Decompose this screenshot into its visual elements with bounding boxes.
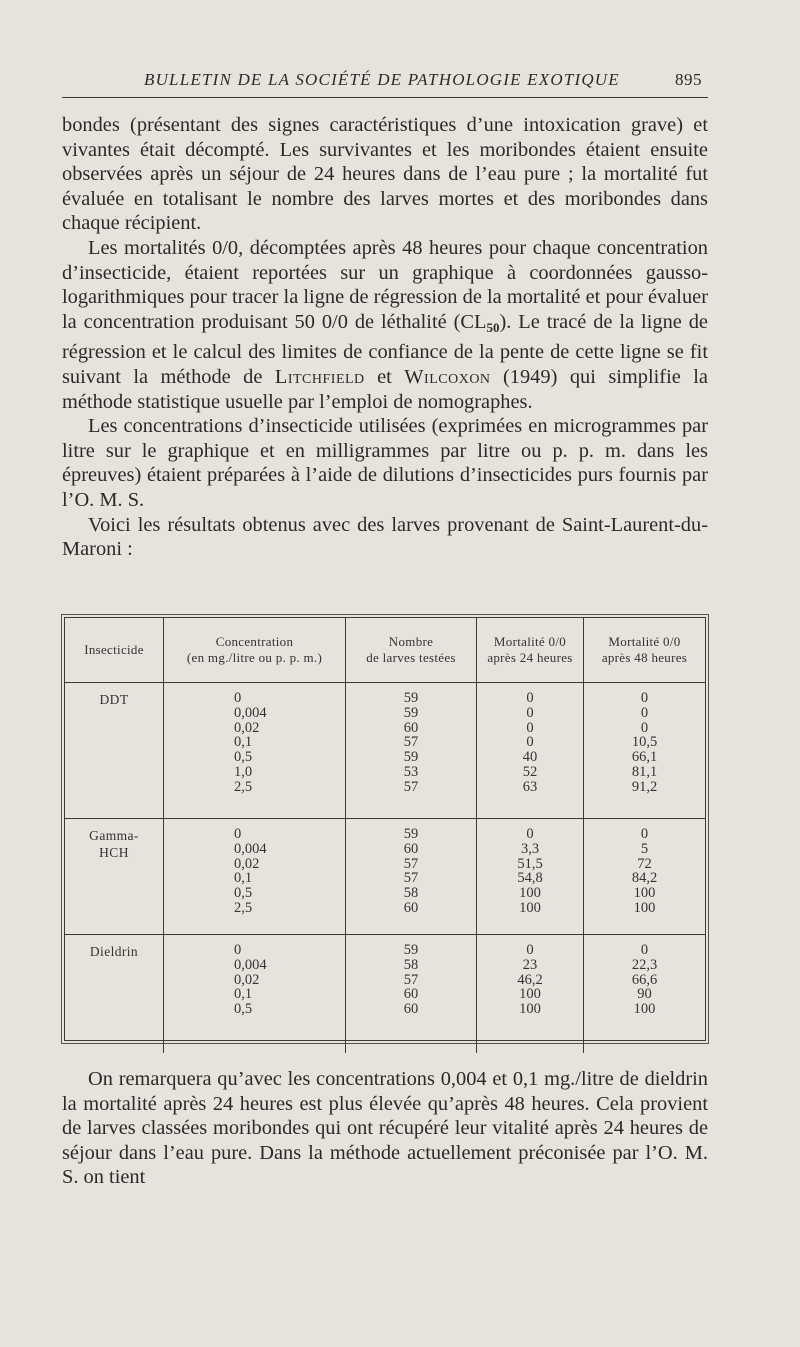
paragraph-2-part-b: ). Le tracé de la ligne de régression et le calcul des limites de confiance de la pente de cette ligne se fit suivant la méthode de <box>62 310 708 388</box>
concentration-cell-value: 0,02 <box>234 855 260 872</box>
mortality-24h-cell <box>477 935 584 1053</box>
mortality-48h-cell-value: 0 <box>640 942 649 958</box>
paragraph-2-and: et <box>364 365 405 388</box>
insecticide-cell <box>65 819 164 935</box>
paragraph-4: Voici les résultats obtenus avec des larves provenant de Saint-Laurent-du-Maroni : <box>62 513 708 561</box>
mortality-24h-cell-value: 46,2 <box>517 971 543 988</box>
larvae-count-cell-value: 58 <box>403 956 419 973</box>
mortality-table <box>65 618 705 1053</box>
journal-title: BULLETIN DE LA SOCIÉTÉ DE PATHOLOGIE EXOTIQUE <box>144 70 620 89</box>
body-text-before <box>62 113 708 562</box>
larvae-count-cell-value: 60 <box>403 840 419 857</box>
concentration-cell-value: 0,1 <box>234 986 253 1003</box>
mortality-48h-cell-value: 0 <box>640 826 649 842</box>
mortality-48h-cell-value: 5 <box>640 840 649 857</box>
header-mortality-48h: Mortalité 0/0 après 48 heures <box>584 618 706 683</box>
concentration-cell-value: 0 <box>234 690 242 706</box>
mortality-24h-cell-value: 0 <box>526 690 534 706</box>
header-concentration: Concentration (en mg./litre ou p. p. m.) <box>164 618 346 683</box>
mortality-48h-cell <box>584 935 706 1053</box>
concentration-cell-value: 0,5 <box>234 749 253 766</box>
header-insecticide: Insecticide <box>65 618 164 683</box>
larvae-count-cell-value: 59 <box>403 942 419 958</box>
larvae-count-cell-value: 57 <box>403 778 419 795</box>
insecticide-name: HCH <box>99 845 129 860</box>
insecticide-name: Dieldrin <box>89 944 139 959</box>
mortality-48h-cell-value: 0 <box>640 690 649 706</box>
table-row <box>65 819 705 935</box>
mortality-24h-cell <box>477 683 584 819</box>
concentration-cell-value: 2,5 <box>234 899 253 916</box>
larvae-count-cell-value: 60 <box>403 1001 419 1018</box>
concentration-cell <box>164 819 346 935</box>
header-mortality-24h: Mortalité 0/0 après 24 heures <box>477 618 584 683</box>
concentration-cell-value: 0,004 <box>234 704 267 721</box>
insecticide-name: DDT <box>99 692 129 707</box>
mortality-24h-cell-value: 63 <box>522 778 538 795</box>
mortality-24h-cell-value: 51,5 <box>517 855 543 872</box>
mortality-48h-cell-value: 100 <box>633 885 656 902</box>
table-body <box>65 683 705 1053</box>
insecticide-cell <box>65 935 164 1053</box>
mortality-24h-cell-value: 100 <box>519 885 541 902</box>
body-text-after <box>62 1067 708 1190</box>
paragraph-2-part-c: (1949) qui simplifie la méthode statistique usuelle par l’emploi de nomographes. <box>62 365 708 413</box>
mortality-24h-cell-value: 52 <box>522 763 538 780</box>
larvae-count-cell-value: 60 <box>403 899 419 916</box>
mortality-48h-cell-value: 66,6 <box>631 971 658 988</box>
larvae-count-cell-value: 57 <box>403 870 419 887</box>
insecticide-name: Gamma- <box>89 828 139 843</box>
cl-subscript: 50 <box>486 319 500 335</box>
mortality-24h-cell-value: 23 <box>522 956 538 973</box>
mortality-24h-cell-value: 54,8 <box>517 870 543 887</box>
larvae-count-cell-value: 58 <box>403 885 419 902</box>
author-litchfield: Litchfield <box>274 365 365 388</box>
concentration-cell-value: 0,1 <box>234 734 253 751</box>
concentration-cell <box>164 935 346 1053</box>
mortality-48h-cell-value: 10,5 <box>631 734 658 751</box>
larvae-count-cell-value: 59 <box>403 749 419 766</box>
mortality-24h-cell-value: 100 <box>519 986 541 1003</box>
paragraph-2 <box>62 236 708 414</box>
concentration-cell-value: 0,5 <box>234 885 253 902</box>
paragraph-2-part-a: Les mortalités 0/0, décomptées après 48 heures pour chaque concentration d’insecticide, étaient reportées sur un graphique à coordonnées gausso-logarithmiques pour tracer la ligne de régression de la mortalité et pour évaluer la concentration produisant 50 0/0 de léthalité (CL <box>62 236 708 333</box>
mortality-24h-cell-value: 3,3 <box>520 840 540 857</box>
mortality-24h-cell-value: 0 <box>526 719 534 736</box>
concentration-cell-value: 0,5 <box>234 1001 253 1018</box>
larvae-count-cell-value: 59 <box>403 704 419 721</box>
concentration-cell <box>164 683 346 819</box>
mortality-48h-cell <box>584 819 706 935</box>
mortality-48h-cell-value: 0 <box>640 719 649 736</box>
larvae-count-cell-value: 57 <box>403 734 419 751</box>
running-header <box>62 70 708 94</box>
header-number: Nombre de larves testées <box>346 618 477 683</box>
mortality-24h-cell-value: 40 <box>522 749 538 766</box>
larvae-count-cell-value: 57 <box>403 855 419 872</box>
mortality-48h-cell-value: 72 <box>637 855 652 872</box>
mortality-24h-cell-value: 100 <box>519 1001 541 1018</box>
mortality-48h-cell-value: 81,1 <box>631 763 658 780</box>
larvae-count-cell <box>346 819 477 935</box>
concentration-cell-value: 2,5 <box>234 778 253 795</box>
concentration-cell-value: 0,004 <box>234 840 267 857</box>
larvae-count-cell-value: 59 <box>403 826 419 842</box>
mortality-24h-cell-value: 0 <box>526 942 534 958</box>
mortality-24h-cell-value: 0 <box>526 704 534 721</box>
insecticide-cell <box>65 683 164 819</box>
header-rule <box>62 97 708 98</box>
concentration-cell-value: 0 <box>234 942 242 958</box>
paragraph-1: bondes (présentant des signes caractéristiques d’une intoxication grave) et vivantes était décompté. Les survivantes et les moribondes étaient ensuite observées après un séjour de 24 heures dans de l’eau pure ; la mortalité fut évaluée en totalisant le nombre des larves mortes et des moribondes dans chaque récipient. <box>62 114 708 235</box>
mortality-48h-cell-value: 91,2 <box>631 778 658 795</box>
larvae-count-cell-value: 60 <box>403 986 419 1003</box>
larvae-count-cell-value: 57 <box>403 971 419 988</box>
larvae-count-cell-value: 60 <box>403 719 419 736</box>
results-table <box>64 617 706 1041</box>
mortality-48h-cell-value: 100 <box>633 899 656 916</box>
concentration-cell-value: 0,02 <box>234 719 260 736</box>
mortality-48h-cell-value: 90 <box>637 986 652 1003</box>
mortality-24h-cell-value: 100 <box>519 899 541 916</box>
mortality-48h-cell-value: 0 <box>640 704 649 721</box>
table-row <box>65 935 705 1053</box>
paragraph-5: On remarquera qu’avec les concentrations 0,004 et 0,1 mg./litre de dieldrin la mortalité après 24 heures est plus élevée qu’après 48 heures. Cela provient de larves classées moribondes qui ont récupéré leur vitalité après 24 heures de séjour dans l’eau pure. Dans la méthode actuellement préconisée par l’O. M. S. on tient <box>62 1068 708 1189</box>
larvae-count-cell-value: 59 <box>403 690 419 706</box>
mortality-48h-cell-value: 66,1 <box>631 749 658 766</box>
concentration-cell-value: 0,1 <box>234 870 253 887</box>
concentration-cell-value: 1,0 <box>234 763 253 780</box>
mortality-48h-cell-value: 22,3 <box>631 956 658 973</box>
concentration-cell-value: 0 <box>234 826 242 842</box>
paragraph-3: Les concentrations d’insecticide utilisées (exprimées en microgrammes par litre sur le graphique et en milligrammes par litre ou p. p. m. dans les épreuves) étaient préparées à l’aide de dilutions d’insecticides purs fournis par l’O. M. S. <box>62 415 708 511</box>
larvae-count-cell <box>346 683 477 819</box>
mortality-24h-cell-value: 0 <box>526 826 534 842</box>
table-row <box>65 683 705 819</box>
page-number: 895 <box>675 70 702 89</box>
mortality-24h-cell-value: 0 <box>526 734 534 751</box>
larvae-count-cell <box>346 935 477 1053</box>
concentration-cell-value: 0,004 <box>234 956 267 973</box>
larvae-count-cell-value: 53 <box>403 763 419 780</box>
mortality-48h-cell-value: 100 <box>633 1001 656 1018</box>
table-header-row <box>65 618 705 683</box>
mortality-24h-cell <box>477 819 584 935</box>
concentration-cell-value: 0,02 <box>234 971 260 988</box>
mortality-48h-cell <box>584 683 706 819</box>
author-wilcoxon: Wilcoxon <box>404 365 491 388</box>
mortality-48h-cell-value: 84,2 <box>631 870 658 887</box>
